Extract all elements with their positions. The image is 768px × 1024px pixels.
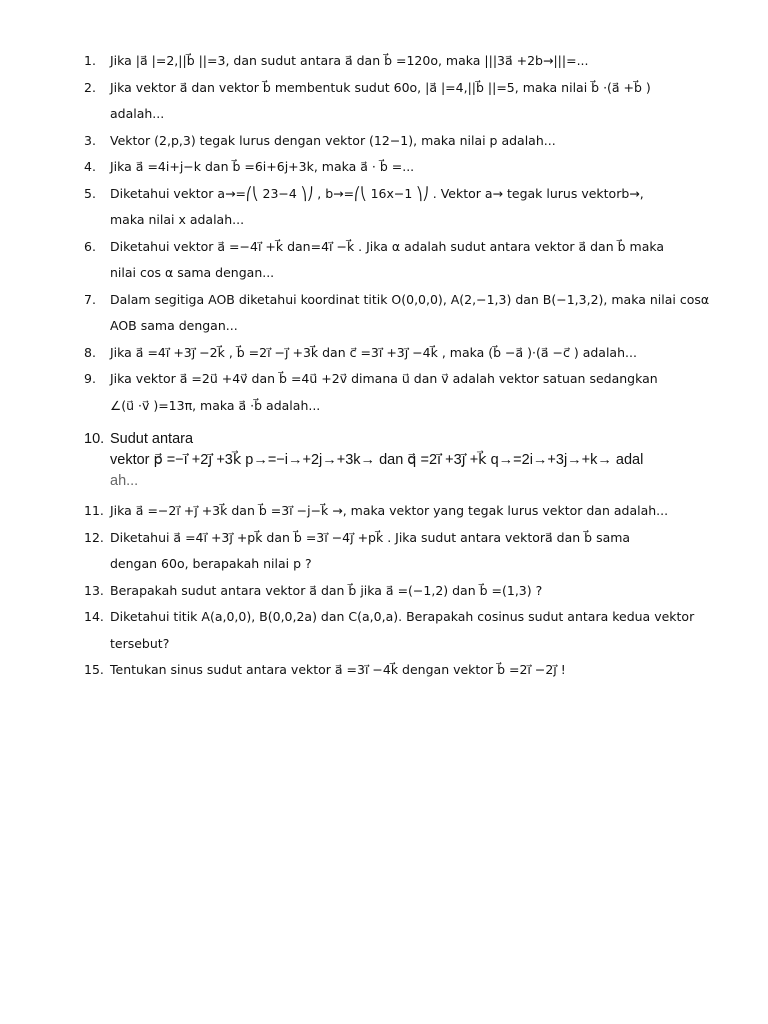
- question-number: 13.: [84, 582, 104, 598]
- question-text: [110, 340, 724, 367]
- question-number: 11.: [84, 503, 104, 518]
- question-item: [84, 75, 724, 128]
- question-line: Jika a⃗ =−2i⃗ +j⃗ +3k⃗ dan b⃗ =3i⃗ −j−k⃗ →, maka vektor yang tegak lurus vektor dan adalah...: [110, 503, 669, 518]
- question-item: [84, 498, 724, 525]
- question-text: [110, 154, 724, 181]
- question-line: AOB sama dengan...: [110, 318, 238, 333]
- question-line: Berapakah sudut antara vektor a⃗ dan b⃗ jika a⃗ =(−1,2) dan b⃗ =(1,3) ?: [110, 582, 543, 598]
- question-item: [84, 154, 724, 181]
- question-text: [110, 429, 724, 492]
- question-number: 12.: [84, 529, 104, 545]
- question-item: [84, 525, 724, 578]
- question-number: 3.: [84, 132, 96, 148]
- question-line: dengan 60o, berapakah nilai p ?: [110, 556, 312, 571]
- question-line: Diketahui vektor a⃗ =−4i⃗ +k⃗ dan=4i⃗ −k⃗ . Jika α adalah sudut antara vektor a⃗ dan b⃗ maka: [110, 238, 665, 254]
- question-line: Jika vektor a⃗ dan vektor b⃗ membentuk sudut 60o, |a⃗ |=4,||b⃗ ||=5, maka nilai b⃗ ·(a⃗ +b⃗ ): [110, 79, 651, 95]
- question-number: 15.: [84, 662, 104, 677]
- question-number: 4.: [84, 159, 96, 174]
- question-number: 1.: [84, 53, 96, 68]
- question-line: Sudut antara: [110, 431, 194, 447]
- question-line: Jika |a⃗ |=2,||b⃗ ||=3, dan sudut antara a⃗ dan b⃗ =120o, maka |||3a⃗ +2b→|||=...: [110, 53, 589, 68]
- question-line: Jika vektor a⃗ =2u⃗ +4v⃗ dan b⃗ =4u⃗ +2v⃗ dimana u⃗ dan v⃗ adalah vektor satuan sedangkan: [110, 371, 658, 386]
- question-line: ah...: [110, 473, 139, 489]
- question-number: 2.: [84, 79, 96, 95]
- question-list: [84, 48, 724, 684]
- question-item: [84, 657, 724, 684]
- question-line: maka nilai x adalah...: [110, 212, 245, 227]
- question-number: 9.: [84, 371, 96, 386]
- question-item: [84, 181, 724, 234]
- question-number: 5.: [84, 185, 96, 201]
- question-number: 10.: [84, 431, 105, 447]
- question-text: [110, 75, 724, 128]
- question-number: 6.: [84, 238, 96, 254]
- question-number: 8.: [84, 344, 96, 360]
- question-item: [84, 287, 724, 340]
- question-item: [84, 234, 724, 287]
- question-text: [110, 498, 724, 525]
- question-line: Diketahui titik A(a,0,0), B(0,0,2a) dan C(a,0,a). Berapakah cosinus sudut antara kedua vektor: [110, 609, 695, 624]
- question-line: vektor p⃗ =−i⃗ +2j⃗ +3k⃗ p→=−i→+2j→+3k→ dan q⃗ =2i⃗ +3j⃗ +k⃗ q→=2i→+3j→+k→ adal: [110, 452, 644, 468]
- question-text: [110, 366, 724, 419]
- question-text: [110, 234, 724, 287]
- question-item: [84, 340, 724, 367]
- question-text: [110, 578, 724, 605]
- question-item: [84, 429, 724, 492]
- question-number: 7.: [84, 291, 96, 307]
- question-item: [84, 578, 724, 605]
- question-line: tersebut?: [110, 635, 170, 651]
- question-text: [110, 181, 724, 234]
- question-line: Tentukan sinus sudut antara vektor a⃗ =3i⃗ −4k⃗ dengan vektor b⃗ =2i⃗ −2j⃗ !: [110, 662, 566, 677]
- question-item: [84, 604, 724, 657]
- question-item: [84, 48, 724, 75]
- question-text: [110, 525, 724, 578]
- question-line: Vektor (2,p,3) tegak lurus dengan vektor (12−1), maka nilai p adalah...: [110, 132, 556, 148]
- question-line: Jika a⃗ =4i+j−k dan b⃗ =6i+6j+3k, maka a⃗ · b⃗ =...: [110, 159, 415, 174]
- question-line: nilai cos α sama dengan...: [110, 265, 275, 280]
- question-line: Jika a⃗ =4i⃗ +3j⃗ −2k⃗ , b⃗ =2i⃗ −j⃗ +3k⃗ dan c⃗ =3i⃗ +3j⃗ −4k⃗ , maka (b⃗ −a⃗ )·(a⃗ −c⃗ ) adalah...: [110, 344, 637, 360]
- question-number: 14.: [84, 609, 104, 624]
- question-text: [110, 657, 724, 684]
- question-line: Dalam segitiga AOB diketahui koordinat titik O(0,0,0), A(2,−1,3) dan B(−1,3,2), maka nilai cosα: [110, 291, 710, 307]
- question-item: [84, 128, 724, 155]
- question-line: adalah...: [110, 106, 165, 121]
- question-line: Diketahui a⃗ =4i⃗ +3j⃗ +pk⃗ dan b⃗ =3i⃗ −4j⃗ +pk⃗ . Jika sudut antara vektora⃗ dan b⃗ sama: [110, 529, 631, 545]
- question-line: ∠(u⃗ ·v⃗ )=13π, maka a⃗ ·b⃗ adalah...: [110, 397, 321, 413]
- question-line: Diketahui vektor a→=⎛⎝ 23−4 ⎞⎠ , b→=⎛⎝ 16x−1 ⎞⎠ . Vektor a→ tegak lurus vektorb→,: [110, 185, 644, 201]
- question-text: [110, 604, 724, 657]
- question-item: [84, 366, 724, 419]
- question-text: [110, 287, 724, 340]
- question-text: [110, 48, 724, 75]
- question-text: [110, 128, 724, 155]
